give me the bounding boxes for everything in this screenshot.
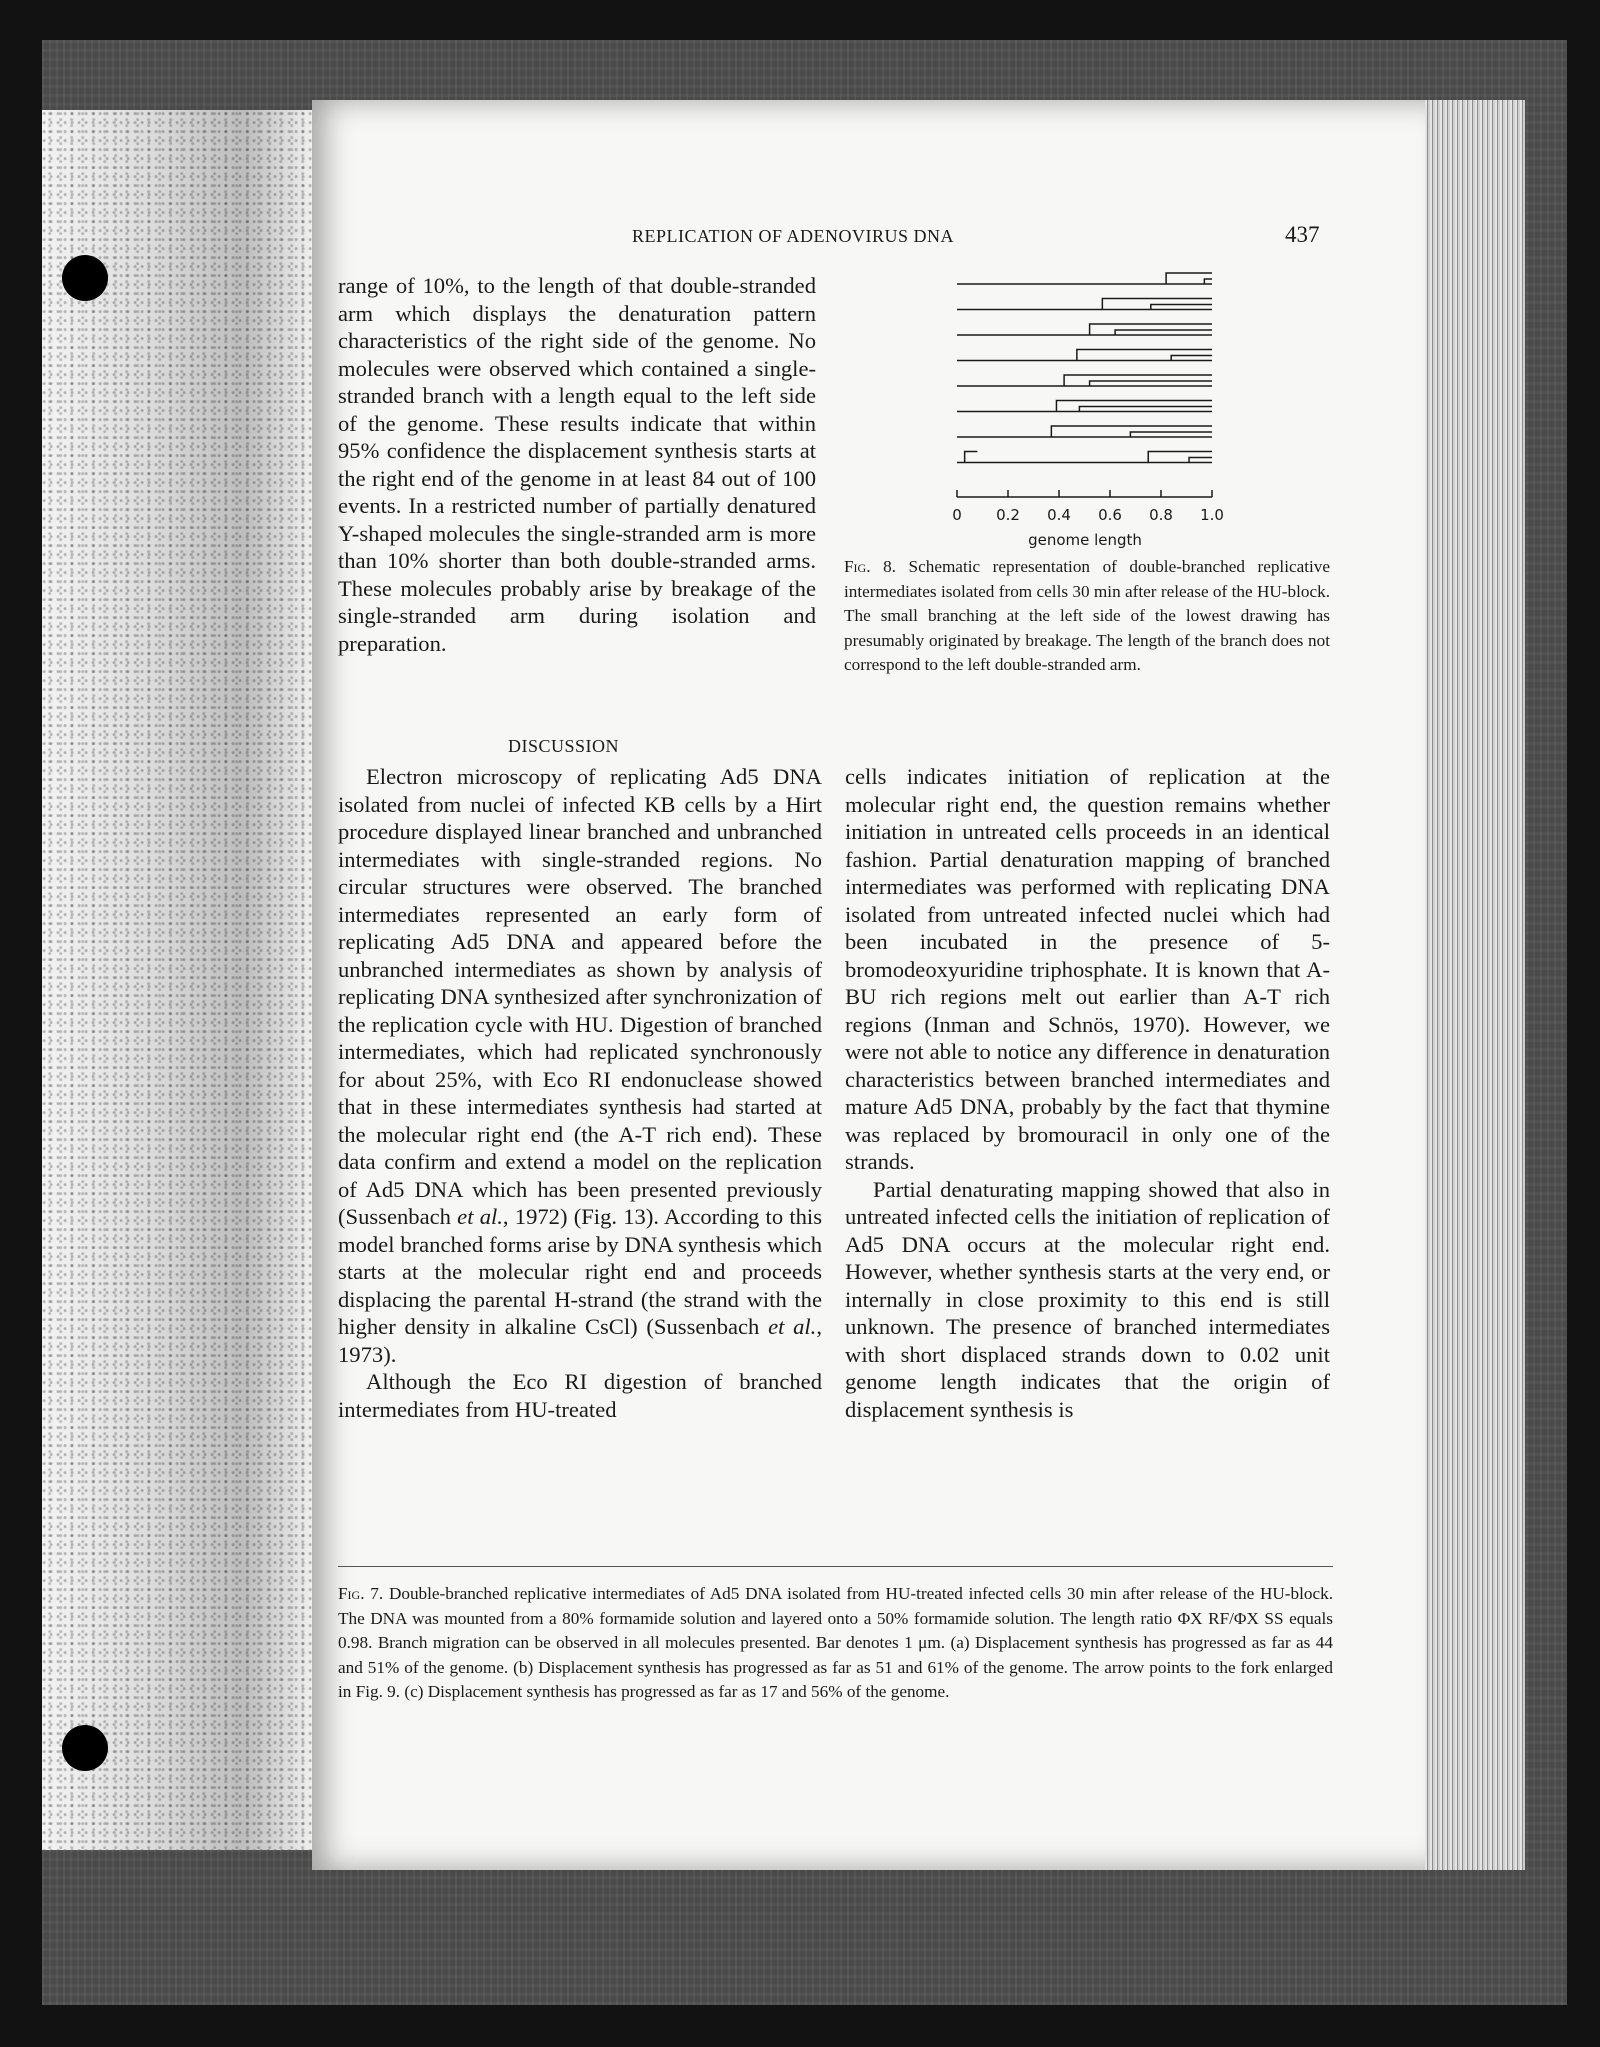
text-run: Electron microscopy of replicating Ad5 DNA isolated from nuclei of infected KB cells by a Hirt procedure displayed linear branched and unbranched intermediates with single-stranded regions. No circular structures were observed. The branched intermediates represented an early form of replicating Ad5 DNA and appeared before the unbranched intermediates as shown by analysis of replicating DNA synthesized after synchronization of the replication cycle with HU. Digestion of branched intermediates, which had replicated synchronously for about 25%, with Eco RI endonuclease showed that in these intermediates synthesis had started at the molecular right end (the A-T rich end). These data confirm and extend a model on the replication of Ad5 DNA which has been presented previously (Sussenbach: [338, 764, 822, 1229]
text-run: , 1973).: [338, 1314, 822, 1367]
figure-8-caption-text: Schematic representation of double-branched replicative intermediates isolated from cells 30 min after release of the HU-block. The small branching at the left side of the lowest drawing has presumably originated by breakage. The length of the branch does not correspond to the left double-stranded arm.: [844, 557, 1330, 674]
caption-divider: [338, 1566, 1333, 1567]
figure-8-label: Fig. 8.: [844, 557, 896, 576]
page-number: 437: [1285, 222, 1320, 247]
figure-8-diagram: [945, 272, 1235, 562]
figure-7-caption-text: Double-branched replicative intermediates of Ad5 DNA isolated from HU-treated infected cells 30 min after release of the HU-block. The DNA was mounted from a 80% formamide solution and layered onto a 50% formamide solution. The length ratio ΦX RF/ΦX SS equals 0.98. Branch migration can be observed in all molecules presented. Bar denotes 1 μm. (a) Displacement synthesis has progressed as far as 44 and 51% of the genome. (b) Displacement synthesis has progressed as far as 51 and 61% of the genome. The arrow points to the fork enlarged in Fig. 9. (c) Displacement synthesis has progressed as far as 17 and 56% of the genome.: [338, 1584, 1333, 1701]
figure-7-label: Fig. 7.: [338, 1584, 384, 1603]
punch-hole-top: [62, 255, 108, 301]
axis-tick-label: 0: [952, 506, 962, 524]
axis-tick-label: 0.2: [996, 506, 1020, 524]
axis-tick-label: 0.6: [1098, 506, 1122, 524]
figure-8-caption: [844, 555, 1330, 678]
molecule-lines: [957, 273, 1212, 463]
left-column-top: [338, 272, 816, 657]
paragraph-results-end: range of 10%, to the length of that double-stranded arm which displays the denaturation pattern characteristics of the right side of the genome. No molecules were observed which contained a single-stranded branch with a length equal to the left side of the genome. These results indicate that within 95% confidence the displacement synthesis starts at the right end of the genome in at least 84 out of 100 events. In a restricted number of partially denatured Y-shaped molecules the single-stranded arm is more than 10% shorter than both double-stranded arms. These molecules probably arise by breakage of the single-stranded arm during isolation and preparation.: [338, 273, 816, 656]
axis-ticks: [952, 490, 1224, 524]
axis-tick-label: 0.8: [1149, 506, 1173, 524]
discussion-right-column: [845, 763, 1330, 1423]
molecule-8-left-break-branch: [965, 452, 978, 463]
axis-tick-label: 1.0: [1200, 506, 1224, 524]
citation-et-al: et al.: [457, 1204, 503, 1229]
punch-hole-bottom: [62, 1725, 108, 1771]
discussion-left-column: [338, 763, 822, 1423]
discussion-paragraph-3: cells indicates initiation of replication at the molecular right end, the question remains whether initiation in untreated cells proceeds in an identical fashion. Partial denaturation mapping of branched intermediates was performed with replicating DNA isolated from untreated infected nuclei which had been incubated in the presence of 5-bromodeoxyuridine triphosphate. It is known that A-BU rich regions melt out earlier than A-T rich regions (Inman and Schnös, 1970). However, we were not able to notice any difference in denaturation characteristics between branched intermediates and mature Ad5 DNA, probably by the fact that thymine was replaced by bromouracil in only one of the strands.: [845, 764, 1330, 1174]
axis-tick-label: 0.4: [1047, 506, 1071, 524]
genome-length-axis: [952, 490, 1224, 549]
page-stack-edges: [1425, 100, 1525, 1870]
previous-page-edge: [42, 110, 312, 1850]
discussion-paragraph-4: Partial denaturating mapping showed that also in untreated infected cells the initiation of replication of Ad5 DNA occurs at the molecular right end. However, whether synthesis starts at the very end, or internally in close proximity to this end is still unknown. The presence of branched intermediates with short displaced strands down to 0.02 unit genome length indicates that the origin of displacement synthesis is: [845, 1176, 1330, 1422]
citation-et-al: et al.: [768, 1314, 817, 1339]
discussion-paragraph-1: [338, 763, 822, 1368]
axis-label: genome length: [1028, 531, 1142, 549]
discussion-heading: DISCUSSION: [508, 736, 620, 756]
discussion-paragraph-2: Although the Eco RI digestion of branched intermediates from HU-treated: [338, 1369, 822, 1422]
running-title: REPLICATION OF ADENOVIRUS DNA: [632, 226, 955, 246]
text-run: , 1972) (Fig. 13). According to this model branched forms arise by DNA synthesis which starts at the molecular right end and proceeds displacing the parental H-strand (the strand with the higher density in alkaline CsCl) (Sussenbach: [338, 1204, 822, 1339]
figure-7-caption: [338, 1582, 1333, 1705]
